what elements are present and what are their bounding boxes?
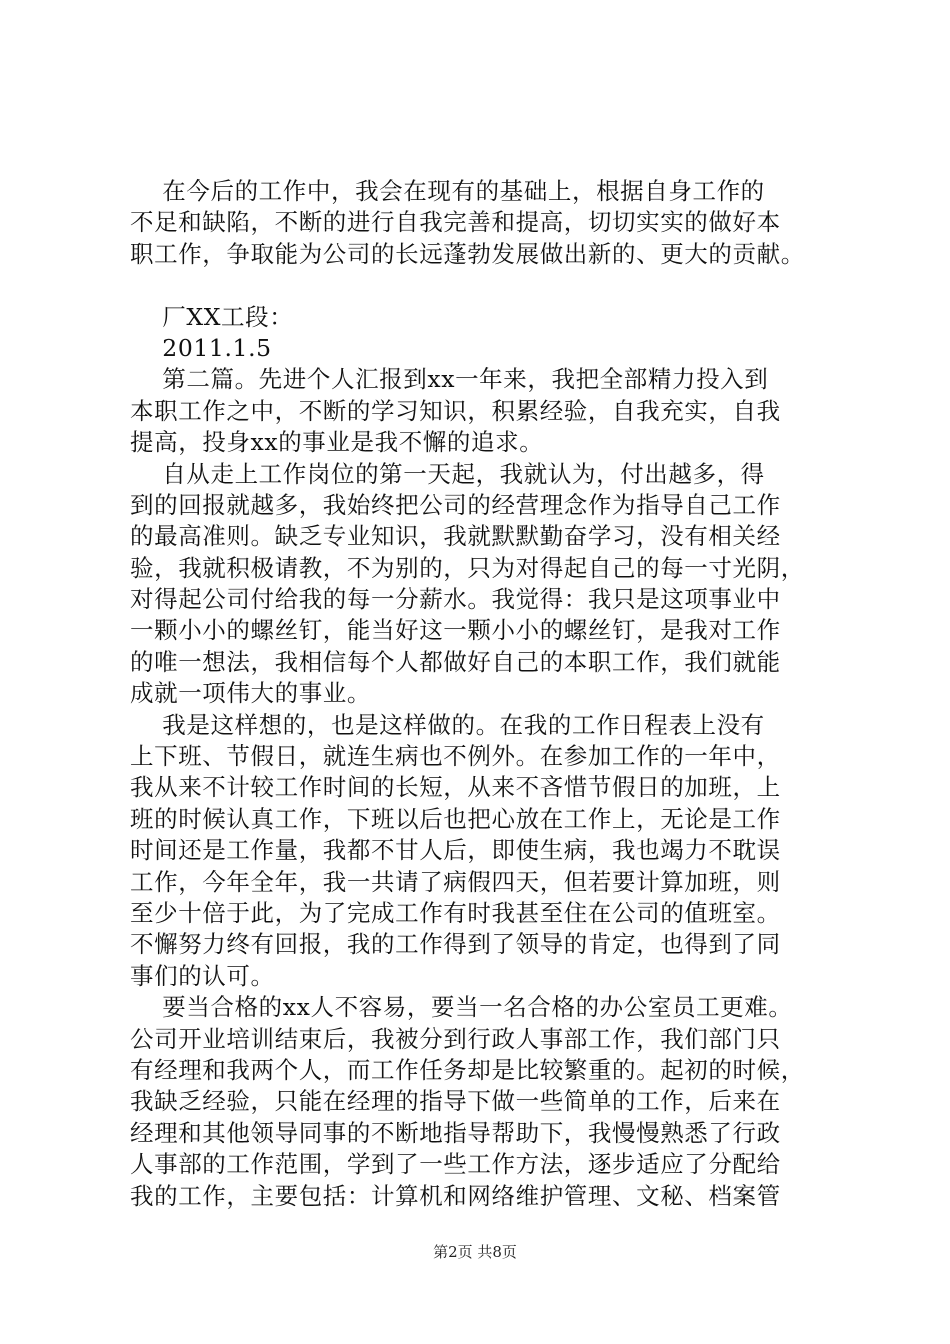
text-line: 有经理和我两个人，而工作任务却是比较繁重的。起初的时候， xyxy=(130,1055,805,1084)
document-body xyxy=(130,176,850,1212)
text-line: 我从来不计较工作时间的长短，从来不吝惜节假日的加班，上 xyxy=(130,773,781,802)
text-line: 本职工作之中，不断的学习知识，积累经验，自我充实，自我 xyxy=(130,396,781,425)
text-line: 第二篇。先进个人汇报到xx一年来，我把全部精力投入到 xyxy=(130,365,769,394)
text-line: 一颗小小的螺丝钉，能当好这一颗小小的螺丝钉，是我对工作 xyxy=(130,616,781,645)
text-line: 要当合格的xx人不容易，要当一名合格的办公室员工更难。 xyxy=(130,993,793,1022)
text-line: 经理和其他领导同事的不断地指导帮助下，我慢慢熟悉了行政 xyxy=(130,1118,781,1147)
text-line: 对得起公司付给我的每一分薪水。我觉得：我只是这项事业中 xyxy=(130,585,781,614)
text-line: 上下班、节假日，就连生病也不例外。在参加工作的一年中， xyxy=(130,742,781,771)
text-line: 时间还是工作量，我都不甘人后，即使生病，我也竭力不耽误 xyxy=(130,836,781,865)
text-line: 到的回报就越多，我始终把公司的经营理念作为指导自己工作 xyxy=(130,490,781,519)
text-line: 提高，投身xx的事业是我不懈的追求。 xyxy=(130,428,544,457)
text-line: 公司开业培训结束后，我被分到行政人事部工作，我们部门只 xyxy=(130,1024,781,1053)
text-line: 不懈努力终有回报，我的工作得到了领导的肯定，也得到了同 xyxy=(130,930,781,959)
text-line: 职工作，争取能为公司的长远蓬勃发展做出新的、更大的贡献。 xyxy=(130,239,805,268)
text-line: 工作，今年全年，我一共请了病假四天，但若要计算加班，则 xyxy=(130,867,781,896)
text-line: 不足和缺陷，不断的进行自我完善和提高，切切实实的做好本 xyxy=(130,208,781,237)
text-line: 验，我就积极请教，不为别的，只为对得起自己的每一寸光阴， xyxy=(130,553,805,582)
text-line: 人事部的工作范围，学到了一些工作方法，逐步适应了分配给 xyxy=(130,1150,781,1179)
text-line: 2011.1.5 xyxy=(130,333,272,362)
text-line: 事们的认可。 xyxy=(130,961,275,990)
text-line: 的最高准则。缺乏专业知识，我就默默勤奋学习，没有相关经 xyxy=(130,522,781,551)
text-line: 自从走上工作岗位的第一天起，我就认为，付出越多，得 xyxy=(130,459,765,488)
text-line: 成就一项伟大的事业。 xyxy=(130,679,371,708)
text-line: 班的时候认真工作，下班以后也把心放在工作上，无论是工作 xyxy=(130,804,781,833)
text-line: 厂XX工段： xyxy=(130,302,294,331)
blank-line xyxy=(130,270,850,301)
text-line: 我缺乏经验，只能在经理的指导下做一些简单的工作，后来在 xyxy=(130,1087,781,1116)
text-line: 的唯一想法，我相信每个人都做好自己的本职工作，我们就能 xyxy=(130,647,781,676)
text-line: 我的工作，主要包括：计算机和网络维护管理、文秘、档案管 xyxy=(130,1181,781,1210)
page-footer: 第2页 共8页 xyxy=(433,1243,517,1261)
text-line: 至少十倍于此，为了完成工作有时我甚至住在公司的值班室。 xyxy=(130,898,781,927)
text-line: 我是这样想的，也是这样做的。在我的工作日程表上没有 xyxy=(130,710,765,739)
text-line: 在今后的工作中，我会在现有的基础上，根据自身工作的 xyxy=(130,177,765,205)
